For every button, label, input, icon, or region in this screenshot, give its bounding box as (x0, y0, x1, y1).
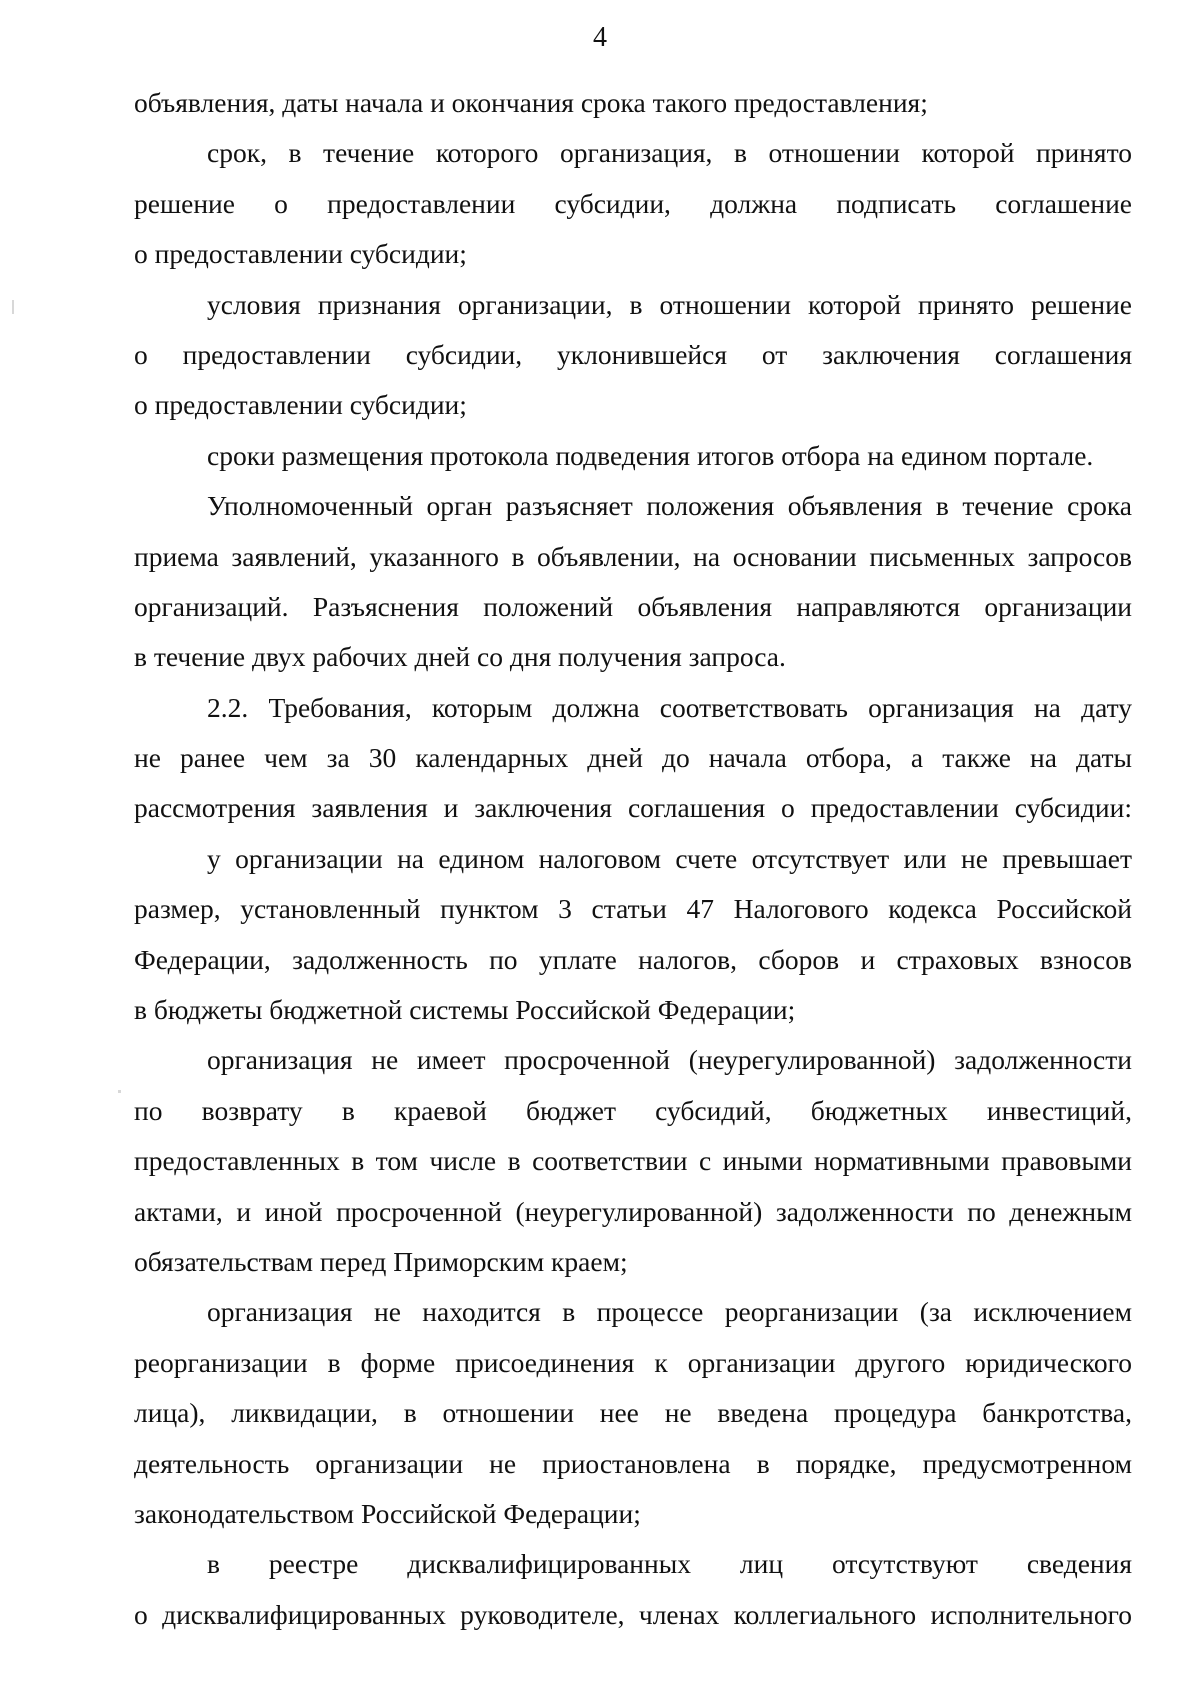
text-line: деятельность организации не приостановлена в порядке, предусмотренном (134, 1447, 1132, 1479)
text-line: о дисквалифицированных руководителе, членах коллегиального исполнительного (134, 1598, 1132, 1630)
text-line: у организации на едином налоговом счете отсутствует или не превышает (207, 842, 1132, 874)
scan-artifact (118, 1090, 121, 1093)
text-line: условия признания организации, в отношении которой принято решение (207, 288, 1132, 320)
text-line: рассмотрения заявления и заключения соглашения о предоставлении субсидии: (134, 792, 1132, 824)
text-line: 2.2. Требования, которым должна соответствовать организация на дату (207, 691, 1132, 723)
text-line: лица), ликвидации, в отношении нее не введена процедура банкротства, (134, 1397, 1132, 1429)
text-line: сроки размещения протокола подведения итогов отбора на едином портале. (207, 439, 1094, 471)
text-line: о предоставлении субсидии; (134, 389, 467, 421)
text-line: Уполномоченный орган разъясняет положения объявления в течение срока (207, 490, 1132, 522)
text-line: законодательством Российской Федерации; (134, 1497, 641, 1529)
text-line: размер, установленный пунктом 3 статьи 47 Налогового кодекса Российской (134, 893, 1132, 925)
text-line: Федерации, задолженность по уплате налогов, сборов и страховых взносов (134, 943, 1132, 975)
text-line: о предоставлении субсидии; (134, 238, 467, 270)
text-line: не ранее чем за 30 календарных дней до начала отбора, а также на даты (134, 742, 1132, 774)
text-line: реорганизации в форме присоединения к организации другого юридического (134, 1346, 1132, 1378)
text-line: организаций. Разъяснения положений объявления направляются организации (134, 590, 1132, 622)
text-line: в реестре дисквалифицированных лиц отсутствуют сведения (207, 1548, 1132, 1580)
text-line: в бюджеты бюджетной системы Российской Федерации; (134, 994, 796, 1026)
scan-artifact (12, 300, 14, 314)
text-line: о предоставлении субсидии, уклонившейся от заключения соглашения (134, 338, 1132, 370)
text-line: организация не имеет просроченной (неурегулированной) задолженности (207, 1044, 1132, 1076)
text-line: организация не находится в процессе реорганизации (за исключением (207, 1296, 1132, 1328)
text-line: решение о предоставлении субсидии, должна подписать соглашение (134, 187, 1132, 219)
text-line: в течение двух рабочих дней со дня получения запроса. (134, 641, 786, 673)
text-line: срок, в течение которого организация, в отношении которой принято (207, 137, 1132, 169)
text-line: объявления, даты начала и окончания срока такого предоставления; (134, 87, 928, 118)
text-line: приема заявлений, указанного в объявлении, на основании письменных запросов (134, 540, 1132, 572)
text-line: предоставленных в том числе в соответствии с иными нормативными правовыми (134, 1145, 1132, 1177)
page-number: 4 (593, 22, 607, 53)
body-text (134, 78, 1132, 1640)
text-line: по возврату в краевой бюджет субсидий, бюджетных инвестиций, (134, 1094, 1132, 1126)
text-line: обязательствам перед Приморским краем; (134, 1245, 628, 1277)
text-line: актами, и иной просроченной (неурегулированной) задолженности по денежным (134, 1195, 1132, 1227)
